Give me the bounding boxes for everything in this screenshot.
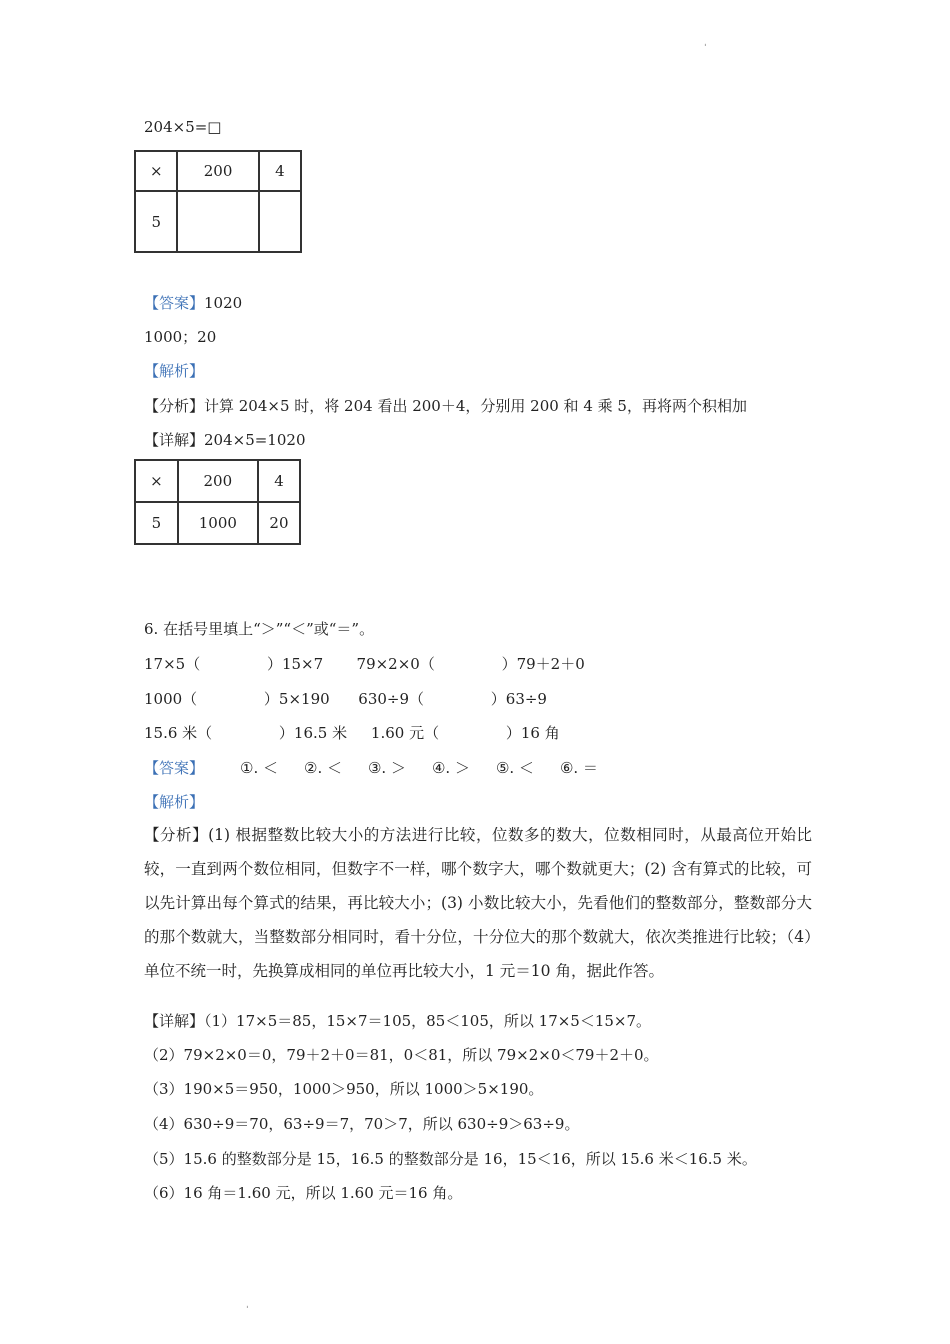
- q6-xiangjie-2: （2）79×2×0＝0，79＋2＋0＝81，0＜81，所以 79×2×0＜79＋2＋0。: [144, 1046, 659, 1064]
- q6-line-3: 15.6 米（ ）16.5 米 1.60 元（ ）16 角: [144, 724, 560, 742]
- q6-xiangjie-4: （4）630÷9＝70，63÷9＝7，70＞7，所以 630÷9＞63÷9。: [144, 1115, 580, 1133]
- q5-table-filled: [134, 459, 301, 545]
- table-cell: 4: [258, 460, 300, 502]
- answer-item: ④. ＞: [431, 759, 470, 777]
- answer-item: ⑤. ＜: [495, 759, 534, 777]
- table-cell: [177, 191, 258, 252]
- q6-title: 6. 在括号里填上“＞”“＜”或“＝”。: [144, 620, 375, 638]
- q5-table-empty: [134, 150, 302, 253]
- q5-answer-line2: 1000；20: [144, 328, 217, 346]
- table-cell: 5: [135, 191, 177, 252]
- q6-xiangjie-5: （5）15.6 的整数部分是 15，16.5 的整数部分是 16，15＜16，所以 15.6 米＜16.5 米。: [144, 1150, 757, 1168]
- answer-value: 1020: [204, 294, 243, 312]
- table-cell: ×: [135, 151, 177, 191]
- q5-fenxi: 【分析】计算 204×5 时，将 204 看出 200＋4，分别用 200 和 4 乘 5，再将两个积相加: [144, 397, 747, 415]
- q6-xiangjie-3: （3）190×5＝950，1000＞950，所以 1000＞5×190。: [144, 1080, 544, 1098]
- q6-fenxi: 【分析】(1) 根据整数比较大小的方法进行比较，位数多的数大，位数相同时，从最高位开始比较，一直到两个数位相同，但数字不一样，哪个数字大，哪个数就更大；(2) 含有算式的比较，可以先计算出每个算式的结果，再比较大小；(3) 小数比较大小，先看他们的整数部分，整数部分大的那个数就大，当整数部分相同时，看十分位，十分位大的那个数就大，依次类推进行比较；（4）单位不统一时，先换算成相同的单位再比较大小，1 元＝10 角，据此作答。: [144, 826, 812, 980]
- table-cell: 1000: [178, 502, 258, 544]
- table-cell: 4: [259, 151, 301, 191]
- q6-xiangjie-6: （6）16 角＝1.60 元，所以 1.60 元＝16 角。: [144, 1184, 463, 1202]
- table-cell: ×: [135, 460, 178, 502]
- q5-xiangjie: 【详解】204×5=1020: [144, 431, 306, 449]
- answer-item: ①. ＜: [240, 759, 278, 777]
- footer-mark: ˌ: [246, 1300, 249, 1310]
- q6-line-1: 17×5（ ）15×7 79×2×0（ ）79＋2＋0: [144, 655, 585, 673]
- answer-item: ③. ＞: [367, 759, 406, 777]
- q5-jiexi-label: 【解析】: [144, 362, 205, 380]
- table-cell: [259, 191, 301, 252]
- table-cell: 200: [178, 460, 258, 502]
- q5-equation: 204×5=□: [144, 118, 222, 136]
- table-cell: 200: [177, 151, 258, 191]
- header-mark: ˌ: [704, 38, 707, 48]
- q6-jiexi-label: 【解析】: [144, 793, 205, 811]
- answer-item: ②. ＜: [304, 759, 342, 777]
- q6-xiangjie-1: 【详解】（1）17×5＝85，15×7＝105，85＜105，所以 17×5＜15×7。: [144, 1012, 652, 1030]
- answer-label: 【答案】: [144, 294, 205, 312]
- answer-item: ⑥. ＝: [559, 759, 598, 777]
- q6-line-2: 1000（ ）5×190 630÷9（ ）63÷9: [144, 690, 547, 708]
- q5-answer: [144, 292, 242, 313]
- answer-label: 【答案】: [144, 759, 205, 777]
- table-cell: 5: [135, 502, 178, 544]
- table-cell: 20: [258, 502, 300, 544]
- q6-answers: [144, 757, 624, 778]
